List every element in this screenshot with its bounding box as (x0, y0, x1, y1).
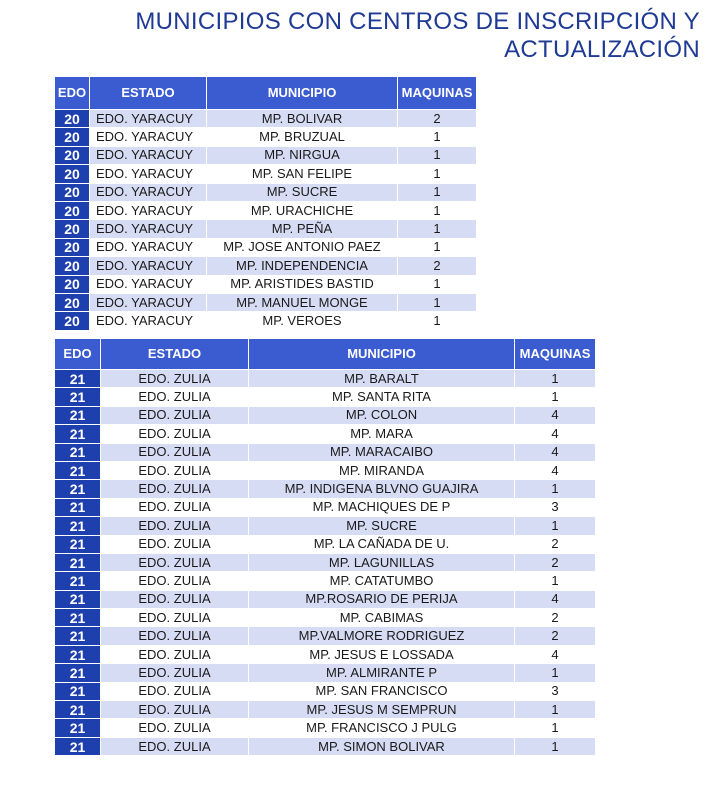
table-row (55, 388, 595, 405)
maquinas-cell: 1 (398, 202, 476, 219)
edo-cell: 21 (55, 425, 100, 442)
maquinas-cell: 1 (398, 312, 476, 329)
edo-cell: 21 (55, 370, 100, 387)
municipio-cell: MP. JOSE ANTONIO PAEZ (207, 239, 397, 256)
edo-cell: 20 (55, 294, 89, 311)
municipio-cell: MP. MANUEL MONGE (207, 294, 397, 311)
maquinas-cell: 1 (515, 388, 595, 405)
edo-cell: 21 (55, 462, 100, 479)
edo-cell: 21 (55, 719, 100, 736)
municipio-cell: MP. NIRGUA (207, 147, 397, 164)
estado-cell: EDO. ZULIA (101, 572, 248, 589)
estado-cell: EDO. ZULIA (101, 370, 248, 387)
table-header-row (55, 339, 595, 369)
maquinas-cell: 1 (515, 572, 595, 589)
maquinas-cell: 2 (515, 536, 595, 553)
estado-cell: EDO. YARACUY (90, 147, 206, 164)
header-maquinas: MAQUINAS (398, 77, 476, 109)
title-line-1: MUNICIPIOS CON CENTROS DE INSCRIPCIÓN Y (135, 8, 700, 35)
estado-cell: EDO. ZULIA (101, 701, 248, 718)
maquinas-cell: 1 (398, 184, 476, 201)
estado-cell: EDO. YARACUY (90, 257, 206, 274)
municipio-cell: MP. MARA (249, 425, 514, 442)
table-row (55, 370, 595, 387)
edo-cell: 20 (55, 184, 89, 201)
table-row (55, 627, 595, 644)
table-row (55, 572, 595, 589)
municipio-cell: MP. CABIMAS (249, 609, 514, 626)
municipio-cell: MP. MARACAIBO (249, 444, 514, 461)
municipio-cell: MP. CATATUMBO (249, 572, 514, 589)
edo-cell: 21 (55, 499, 100, 516)
municipio-cell: MP. JESUS E LOSSADA (249, 646, 514, 663)
estado-cell: EDO. YARACUY (90, 220, 206, 237)
table-row (55, 276, 476, 293)
estado-cell: EDO. ZULIA (101, 646, 248, 663)
estado-cell: EDO. ZULIA (101, 554, 248, 571)
table-row (55, 701, 595, 718)
header-maquinas: MAQUINAS (515, 339, 595, 369)
maquinas-cell: 1 (398, 147, 476, 164)
edo-cell: 21 (55, 517, 100, 534)
edo-cell: 21 (55, 609, 100, 626)
edo-cell: 20 (55, 202, 89, 219)
table-row (55, 257, 476, 274)
edo-cell: 20 (55, 257, 89, 274)
table-row (55, 738, 595, 755)
edo-cell: 21 (55, 646, 100, 663)
maquinas-cell: 3 (515, 499, 595, 516)
edo-cell: 21 (55, 572, 100, 589)
edo-cell: 20 (55, 239, 89, 256)
maquinas-cell: 1 (398, 220, 476, 237)
table-row (55, 220, 476, 237)
edo-cell: 21 (55, 664, 100, 681)
yaracuy-table (54, 76, 477, 331)
municipio-cell: MP. SIMON BOLIVAR (249, 738, 514, 755)
edo-cell: 21 (55, 388, 100, 405)
municipio-cell: MP. FRANCISCO J PULG (249, 719, 514, 736)
header-municipio: MUNICIPIO (249, 339, 514, 369)
estado-cell: EDO. ZULIA (101, 591, 248, 608)
municipio-cell: MP. BARALT (249, 370, 514, 387)
maquinas-cell: 4 (515, 425, 595, 442)
municipio-cell: MP. PEÑA (207, 220, 397, 237)
maquinas-cell: 1 (515, 701, 595, 718)
table-row (55, 683, 595, 700)
municipio-cell: MP. JESUS M SEMPRUN (249, 701, 514, 718)
edo-cell: 20 (55, 165, 89, 182)
maquinas-cell: 3 (515, 683, 595, 700)
estado-cell: EDO. ZULIA (101, 462, 248, 479)
estado-cell: EDO. ZULIA (101, 425, 248, 442)
header-edo: EDO (55, 339, 100, 369)
maquinas-cell: 4 (515, 646, 595, 663)
municipio-cell: MP. VEROES (207, 312, 397, 329)
maquinas-cell: 1 (398, 276, 476, 293)
edo-cell: 21 (55, 591, 100, 608)
maquinas-cell: 1 (398, 239, 476, 256)
table-row (55, 591, 595, 608)
municipio-cell: MP. SANTA RITA (249, 388, 514, 405)
municipio-cell: MP. BOLIVAR (207, 110, 397, 127)
municipio-cell: MP. INDIGENA BLVNO GUAJIRA (249, 480, 514, 497)
municipio-cell: MP. ARISTIDES BASTID (207, 276, 397, 293)
table-row (55, 312, 476, 329)
estado-cell: EDO. ZULIA (101, 609, 248, 626)
table-row (55, 294, 476, 311)
municipio-cell: MP. MIRANDA (249, 462, 514, 479)
estado-cell: EDO. YARACUY (90, 312, 206, 329)
estado-cell: EDO. ZULIA (101, 627, 248, 644)
maquinas-cell: 1 (515, 664, 595, 681)
maquinas-cell: 1 (515, 480, 595, 497)
edo-cell: 21 (55, 407, 100, 424)
estado-cell: EDO. YARACUY (90, 294, 206, 311)
table-header-row (55, 77, 476, 109)
municipio-cell: MP. LA CAÑADA DE U. (249, 536, 514, 553)
municipio-cell: MP. URACHICHE (207, 202, 397, 219)
estado-cell: EDO. ZULIA (101, 388, 248, 405)
municipio-cell: MP. INDEPENDENCIA (207, 257, 397, 274)
edo-cell: 21 (55, 627, 100, 644)
estado-cell: EDO. ZULIA (101, 664, 248, 681)
maquinas-cell: 2 (515, 609, 595, 626)
maquinas-cell: 1 (398, 128, 476, 145)
table-row (55, 444, 595, 461)
zulia-table (54, 338, 596, 756)
maquinas-cell: 2 (515, 627, 595, 644)
header-municipio: MUNICIPIO (207, 77, 397, 109)
maquinas-cell: 4 (515, 444, 595, 461)
table-row (55, 646, 595, 663)
edo-cell: 20 (55, 312, 89, 329)
edo-cell: 20 (55, 110, 89, 127)
maquinas-cell: 1 (515, 719, 595, 736)
maquinas-cell: 2 (515, 554, 595, 571)
table-row (55, 184, 476, 201)
maquinas-cell: 4 (515, 462, 595, 479)
municipio-cell: MP.ROSARIO DE PERIJA (249, 591, 514, 608)
estado-cell: EDO. ZULIA (101, 738, 248, 755)
edo-cell: 21 (55, 738, 100, 755)
estado-cell: EDO. ZULIA (101, 683, 248, 700)
maquinas-cell: 1 (515, 517, 595, 534)
header-estado: ESTADO (90, 77, 206, 109)
table-row (55, 554, 595, 571)
maquinas-cell: 1 (515, 370, 595, 387)
table-row (55, 239, 476, 256)
estado-cell: EDO. YARACUY (90, 110, 206, 127)
estado-cell: EDO. YARACUY (90, 276, 206, 293)
estado-cell: EDO. YARACUY (90, 239, 206, 256)
edo-cell: 21 (55, 554, 100, 571)
edo-cell: 21 (55, 536, 100, 553)
title-line-2: ACTUALIZACIÓN (504, 36, 700, 63)
table-row (55, 128, 476, 145)
estado-cell: EDO. ZULIA (101, 444, 248, 461)
edo-cell: 20 (55, 220, 89, 237)
maquinas-cell: 1 (398, 165, 476, 182)
estado-cell: EDO. ZULIA (101, 407, 248, 424)
municipio-cell: MP. LAGUNILLAS (249, 554, 514, 571)
municipio-cell: MP. BRUZUAL (207, 128, 397, 145)
estado-cell: EDO. ZULIA (101, 536, 248, 553)
municipio-cell: MP.VALMORE RODRIGUEZ (249, 627, 514, 644)
table-row (55, 407, 595, 424)
table-row (55, 536, 595, 553)
table-row (55, 425, 595, 442)
estado-cell: EDO. ZULIA (101, 499, 248, 516)
municipio-cell: MP. COLON (249, 407, 514, 424)
edo-cell: 21 (55, 480, 100, 497)
table-row (55, 719, 595, 736)
estado-cell: EDO. YARACUY (90, 128, 206, 145)
table-row (55, 517, 595, 534)
table-row (55, 202, 476, 219)
maquinas-cell: 2 (398, 110, 476, 127)
table-row (55, 165, 476, 182)
estado-cell: EDO. ZULIA (101, 719, 248, 736)
table-row (55, 147, 476, 164)
municipio-cell: MP. SUCRE (249, 517, 514, 534)
maquinas-cell: 4 (515, 591, 595, 608)
table-row (55, 480, 595, 497)
edo-cell: 20 (55, 276, 89, 293)
table-row (55, 110, 476, 127)
municipio-cell: MP. SAN FELIPE (207, 165, 397, 182)
table-row (55, 499, 595, 516)
header-estado: ESTADO (101, 339, 248, 369)
estado-cell: EDO. YARACUY (90, 202, 206, 219)
maquinas-cell: 1 (515, 738, 595, 755)
maquinas-cell: 2 (398, 257, 476, 274)
edo-cell: 21 (55, 444, 100, 461)
estado-cell: EDO. ZULIA (101, 517, 248, 534)
maquinas-cell: 1 (398, 294, 476, 311)
municipio-cell: MP. ALMIRANTE P (249, 664, 514, 681)
municipio-cell: MP. SAN FRANCISCO (249, 683, 514, 700)
table-row (55, 609, 595, 626)
estado-cell: EDO. YARACUY (90, 165, 206, 182)
table-row (55, 462, 595, 479)
edo-cell: 21 (55, 701, 100, 718)
estado-cell: EDO. ZULIA (101, 480, 248, 497)
table-row (55, 664, 595, 681)
municipio-cell: MP. MACHIQUES DE P (249, 499, 514, 516)
header-edo: EDO (55, 77, 89, 109)
page-title (135, 8, 700, 64)
maquinas-cell: 4 (515, 407, 595, 424)
estado-cell: EDO. YARACUY (90, 184, 206, 201)
municipio-cell: MP. SUCRE (207, 184, 397, 201)
edo-cell: 20 (55, 147, 89, 164)
edo-cell: 21 (55, 683, 100, 700)
edo-cell: 20 (55, 128, 89, 145)
